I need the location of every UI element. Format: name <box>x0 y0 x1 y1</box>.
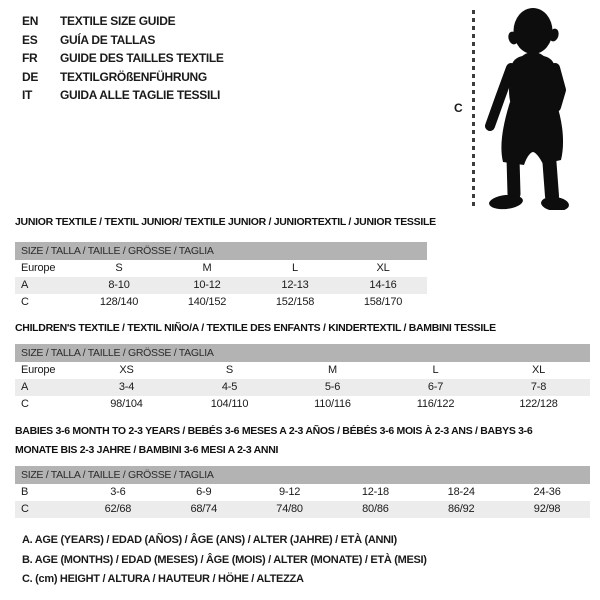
age-cell: 6-9 <box>196 486 212 498</box>
size-cell: M <box>328 364 337 376</box>
children-size-table <box>15 344 590 413</box>
footnote-line-b: B. AGE (MONTHS) / EDAD (MESES) / ÂGE (MOIS) / ALTER (MONATE) / ETÀ (MESI) <box>22 553 427 566</box>
footnotes <box>22 531 427 590</box>
junior-size-table <box>15 242 427 311</box>
height-cell: 104/110 <box>210 398 249 410</box>
footnote-line-c: C. (cm) HEIGHT / ALTURA / HAUTEUR / HÖHE / ALTEZZA <box>22 573 304 585</box>
size-header-bar: SIZE / TALLA / TAILLE / GRÖSSE / TAGLIA <box>15 344 590 362</box>
height-cell: 128/140 <box>99 296 139 308</box>
language-row <box>22 12 224 31</box>
table-row-age-months <box>15 484 590 501</box>
language-title: TEXTILE SIZE GUIDE <box>60 14 176 28</box>
table-row-height <box>15 294 427 311</box>
row-label: A <box>21 279 29 291</box>
row-label: A <box>21 381 29 393</box>
language-code: ES <box>22 32 38 47</box>
size-cell: XL <box>531 364 546 376</box>
age-cell: 4-5 <box>221 381 238 393</box>
age-cell: 10-12 <box>193 279 221 291</box>
section-title-children: CHILDREN'S TEXTILE / TEXTIL NIÑO/A / TEXTILE DES ENFANTS / KINDERTEXTIL / BAMBINI TESSILE <box>15 322 496 334</box>
height-measure-dashed-line <box>472 10 475 207</box>
age-cell: 9-12 <box>278 486 301 498</box>
age-cell: 5-6 <box>324 381 341 393</box>
height-cell: 116/122 <box>416 398 455 410</box>
baby-silhouette-icon <box>483 6 579 210</box>
language-code: FR <box>22 51 38 65</box>
table-row-europe <box>15 362 590 379</box>
height-cell: 110/116 <box>314 398 351 410</box>
size-cell: S <box>225 364 234 376</box>
row-label: Europe <box>21 364 56 376</box>
table-row-age <box>15 277 427 294</box>
height-cell: 98/104 <box>110 398 143 410</box>
size-header-bar: SIZE / TALLA / TAILLE / GRÖSSE / TAGLIA <box>15 242 427 260</box>
language-row <box>22 31 224 50</box>
language-title: TEXTILGRÖßENFÜHRUNG <box>60 69 207 84</box>
height-cell: 62/68 <box>104 503 132 515</box>
age-cell: 24-36 <box>533 486 561 498</box>
height-cell: 158/170 <box>363 296 403 308</box>
table-row-height <box>15 501 590 518</box>
language-code: DE <box>22 69 39 84</box>
age-cell: 12-13 <box>281 279 309 291</box>
age-cell: 8-10 <box>108 279 130 291</box>
height-cell: 140/152 <box>187 296 227 308</box>
footnote-line-a: A. AGE (YEARS) / EDAD (AÑOS) / ÂGE (ANS) / ALTER (JAHRE) / ETÀ (ANNI) <box>22 534 397 546</box>
language-title: GUIDE DES TAILLES TEXTILE <box>60 51 224 65</box>
section-title-babies: BABIES 3-6 MONTH TO 2-3 YEARS / BEBÉS 3-6 MESES A 2-3 AÑOS / BÉBÉS 3-6 MOIS À 2-3 ANS / BABYS 3-6 MONATE BIS 2-3 JAHRE / BAMBINI 3-6 MESI A 2-3 ANNI <box>15 425 533 456</box>
table-row-europe <box>15 260 427 277</box>
size-cell: XS <box>119 364 134 376</box>
language-list <box>22 12 224 105</box>
table-row-height <box>15 396 590 413</box>
age-cell: 7-8 <box>530 381 547 393</box>
row-label: C <box>21 398 29 410</box>
row-label: B <box>21 486 29 498</box>
size-cell: XL <box>376 262 390 274</box>
age-cell: 12-18 <box>361 486 389 498</box>
height-cell: 122/128 <box>519 398 558 410</box>
language-row <box>22 86 224 105</box>
size-cell: M <box>202 262 212 274</box>
size-cell: L <box>292 262 298 274</box>
height-cell: 80/86 <box>362 503 389 515</box>
language-row <box>22 49 224 68</box>
height-cell: 92/98 <box>533 503 561 515</box>
row-label: C <box>21 296 29 308</box>
language-row <box>22 68 224 87</box>
language-title: GUIDA ALLE TAGLIE TESSILI <box>60 88 221 102</box>
age-cell: 3-4 <box>118 381 135 393</box>
row-label: Europe <box>21 262 56 274</box>
size-header-bar: SIZE / TALLA / TAILLE / GRÖSSE / TAGLIA <box>15 466 590 484</box>
table-row-age <box>15 379 590 396</box>
height-cell: 86/92 <box>447 503 475 515</box>
height-measure-label: C <box>454 101 463 115</box>
row-label: C <box>21 503 29 515</box>
height-cell: 74/80 <box>276 503 303 515</box>
age-cell: 14-16 <box>369 279 397 291</box>
age-cell: 3-6 <box>110 486 126 498</box>
babies-size-table <box>15 466 590 518</box>
language-code: EN <box>22 14 39 28</box>
language-code: IT <box>22 88 33 102</box>
section-title-junior: JUNIOR TEXTILE / TEXTIL JUNIOR/ TEXTILE JUNIOR / JUNIORTEXTIL / JUNIOR TESSILE <box>15 216 436 228</box>
age-cell: 18-24 <box>447 486 475 498</box>
size-cell: S <box>115 262 123 274</box>
height-cell: 68/74 <box>190 503 217 515</box>
height-cell: 152/158 <box>275 296 315 308</box>
size-cell: L <box>432 364 439 376</box>
language-title: GUÍA DE TALLAS <box>60 32 156 47</box>
age-cell: 6-7 <box>427 381 444 393</box>
